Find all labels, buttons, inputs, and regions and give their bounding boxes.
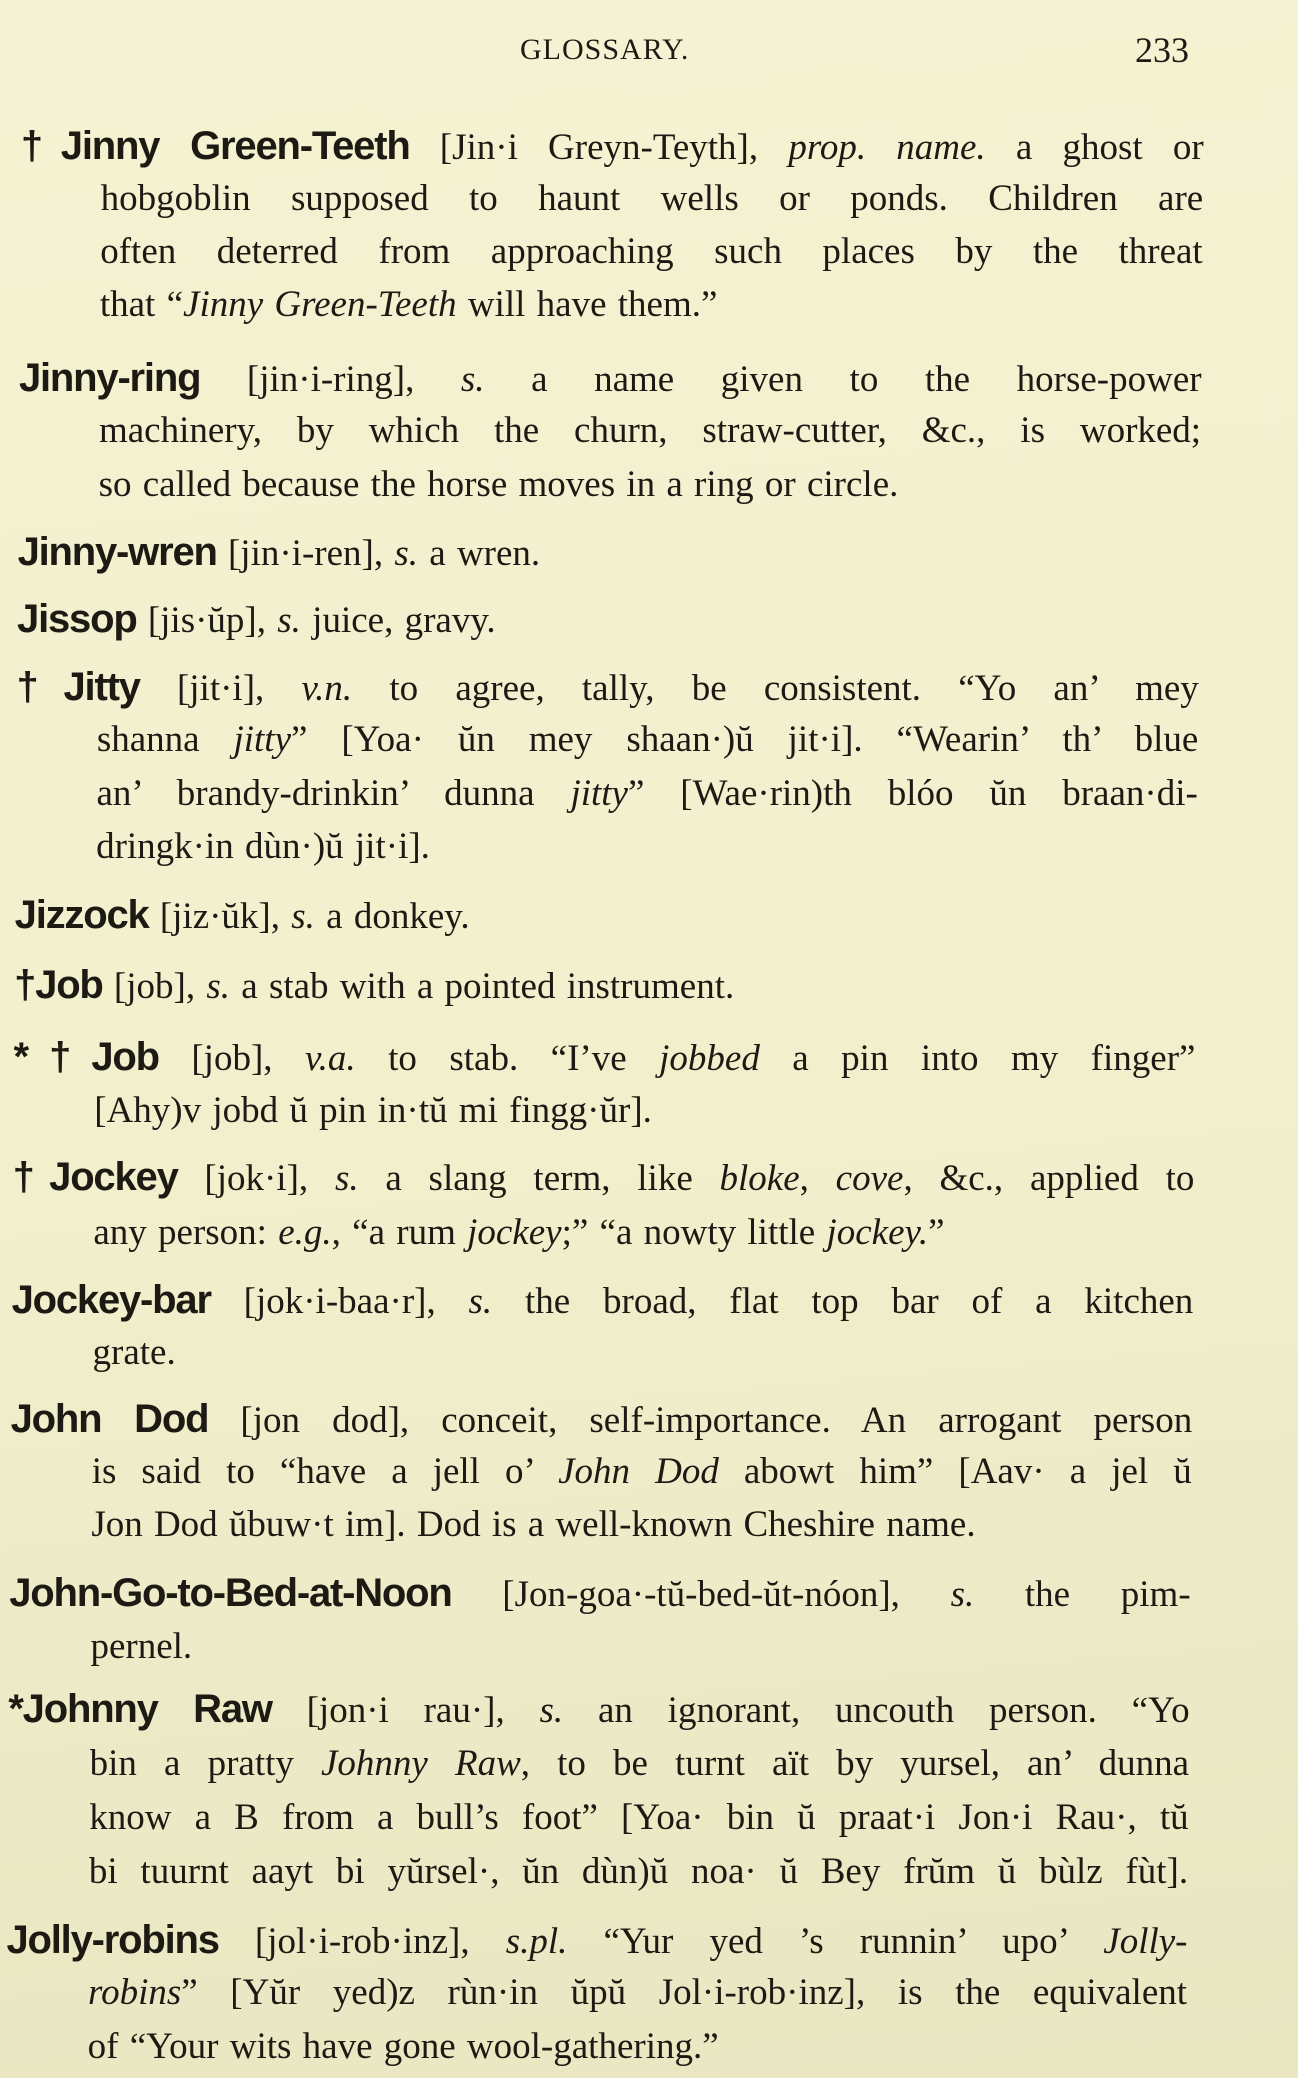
entry-text: an’ brandy-drinkin’ dunna — [96, 773, 571, 814]
entry-continuation-line — [89, 1845, 1188, 1899]
entry-text: to stab. “I’ve — [355, 1038, 660, 1079]
entry-continuation-line — [100, 225, 1202, 279]
entry-continuation-line — [90, 1620, 1190, 1674]
italic-text: jobbed — [659, 1038, 760, 1079]
entry-text: [jon·i rau·], — [271, 1690, 540, 1731]
entry-text: bin a pratty — [89, 1743, 321, 1784]
entry-text: a ghost or — [985, 127, 1204, 168]
entry-text: often deterred from approaching such places by the threat — [100, 231, 1203, 272]
italic-text: prop. name. — [788, 127, 986, 168]
entry-continuation-line — [89, 1791, 1188, 1845]
entry-first-line — [18, 525, 1200, 579]
entry-text: that “ — [99, 284, 184, 325]
entry-first-line — [9, 1566, 1190, 1620]
entry-first-line — [14, 1030, 1196, 1084]
entry-text: shanna — [96, 719, 234, 760]
entry-continuation-line — [99, 404, 1201, 458]
entry-text: a donkey. — [314, 896, 470, 937]
entry-continuation-line — [93, 1206, 1194, 1260]
entry-continuation-line — [96, 767, 1197, 821]
italic-text: v.n. — [301, 668, 353, 709]
italic-text: s. — [334, 1158, 359, 1199]
headword: Jolly-robins — [6, 1918, 219, 1962]
entry-first-line — [17, 592, 1199, 646]
entry-text: [Jon-goa·-tŭ-bed-ŭt-nóon], — [451, 1574, 951, 1615]
entry-text: will have them.” — [456, 284, 718, 325]
entry-text: , &c., applied to — [903, 1158, 1195, 1199]
headword: Jinny-wren — [17, 530, 217, 574]
page-number: 233 — [1135, 30, 1189, 70]
entry-continuation-line — [92, 1445, 1192, 1499]
italic-text: s. — [468, 1281, 493, 1322]
entry-text: juice, gravy. — [300, 600, 496, 641]
headword: John-Go-to-Bed-at-Noon — [9, 1571, 452, 1615]
entry-text: pernel. — [90, 1626, 193, 1667]
entry-continuation-line — [88, 2020, 1187, 2074]
entry-continuation-line — [90, 1737, 1189, 1791]
entry-text: Jon Dod ŭbuw·t im]. Dod is a well-known Cheshire name. — [91, 1504, 976, 1545]
italic-text: Jinny Green-Teeth — [183, 284, 457, 325]
entry-text: [jon dod], conceit, self-importance. An arrogant person — [208, 1400, 1193, 1441]
entry-first-line — [14, 958, 1196, 1012]
entry-text: ” [Wae·rin)th blóo ŭn braan·di- — [627, 773, 1198, 814]
entry-first-line — [21, 119, 1204, 173]
entry-text: [job], — [158, 1038, 305, 1079]
italic-text: jitty — [570, 773, 628, 814]
italic-text: s.pl. — [505, 1921, 568, 1962]
italic-text: s. — [394, 533, 419, 574]
entry-text: [Ahy)v jobd ŭ pin in·tŭ mi fingg·ŭr]. — [94, 1090, 652, 1131]
entry-text: [jiz·ŭk], — [148, 896, 292, 937]
entry-text: [Jin·i Greyn-Teyth], — [409, 127, 789, 168]
italic-text: s. — [950, 1574, 975, 1615]
entry-text: [jis·ŭp], — [136, 600, 278, 641]
entry-continuation-line — [99, 458, 1201, 512]
entry-continuation-line — [94, 1084, 1195, 1138]
entry-first-line — [19, 351, 1202, 405]
entry-text: “Yur yed ’s runnin’ upo’ — [567, 1921, 1104, 1962]
entry-first-line — [6, 1913, 1187, 1967]
entry-first-line — [17, 660, 1199, 714]
entry-text: grate. — [92, 1332, 176, 1373]
headword: †Job — [14, 963, 103, 1007]
entry-text: of “Your wits have gone wool-gathering.” — [87, 2026, 719, 2067]
entry-text: the broad, flat top bar of a kitchen — [492, 1281, 1194, 1322]
entry-text: ;” “a nowty little — [561, 1212, 827, 1253]
entry-text: hobgoblin supposed to haunt wells or ponds. Children are — [100, 178, 1204, 219]
italic-text: s. — [291, 896, 315, 937]
italic-text: jockey — [467, 1212, 562, 1253]
italic-text: s. — [206, 966, 231, 1007]
italic-text: s. — [277, 600, 301, 641]
italic-text: Jolly- — [1103, 1921, 1188, 1962]
headword: Jizzock — [14, 893, 149, 937]
entry-continuation-line — [91, 1498, 1191, 1552]
entry-text: [jit·i], — [139, 668, 302, 709]
italic-text: jockey. — [826, 1212, 929, 1253]
entry-text: any person: — [93, 1212, 279, 1253]
entry-text: [jok·i], — [177, 1158, 335, 1199]
entry-first-line — [15, 888, 1197, 942]
entry-text: ” [Yŭr yed)z rùn·in ŭpŭ Jol·i-rob·inz], is the equivalent — [181, 1972, 1188, 2013]
entry-text: ” [Yoa· ŭn mey shaan·)ŭ jit·i]. “Wearin’ th’ blue — [291, 719, 1199, 760]
italic-text: e.g. — [278, 1212, 332, 1253]
italic-text: bloke — [719, 1158, 800, 1199]
italic-text: John Dod — [558, 1451, 719, 1492]
entry-text: a stab with a pointed instrument. — [230, 966, 735, 1007]
entry-text: dringk·in dùn·)ŭ jit·i]. — [96, 826, 430, 867]
entry-text: [jol·i-rob·inz], — [218, 1921, 506, 1962]
headword: Jockey-bar — [11, 1278, 211, 1322]
entry-text: , to be turnt aït by yursel, an’ dunna — [520, 1743, 1190, 1784]
entry-text: a pin into my finger” — [759, 1038, 1196, 1079]
entry-text: a wren. — [418, 533, 541, 574]
running-head: GLOSSARY. — [520, 33, 690, 66]
entry-continuation-line — [93, 1326, 1193, 1380]
headword: †Jitty — [16, 665, 140, 709]
entry-text: to agree, tally, be consistent. “Yo an’ mey — [352, 668, 1199, 709]
entry-text: , “a rum — [331, 1212, 468, 1253]
headword: Jissop — [17, 597, 137, 641]
entry-first-line — [11, 1392, 1193, 1446]
entry-text: [jin·i-ren], — [216, 533, 395, 574]
headword: †Jinny Green-Teeth — [20, 124, 410, 168]
entry-text: [jin·i-ring], — [200, 359, 461, 400]
entry-text: know a B from a bull’s foot” [Yoa· bin ŭ praat·i Jon·i Rau·, tŭ — [89, 1797, 1189, 1838]
italic-text: robins — [88, 1972, 182, 2013]
entry-text: a name given to the horse-power — [484, 359, 1202, 400]
entry-text: ” — [928, 1212, 945, 1253]
entry-text: machinery, by which the churn, straw-cutter, &c., is worked; — [98, 410, 1202, 451]
italic-text: v.a. — [304, 1038, 356, 1079]
entry-text: an ignorant, uncouth person. “Yo — [563, 1690, 1190, 1731]
entry-continuation-line — [96, 820, 1197, 874]
entry-continuation-line — [101, 172, 1204, 226]
headword: *Johnny Raw — [8, 1687, 272, 1731]
entry-text: a slang term, like — [358, 1158, 720, 1199]
entry-text: [job], — [102, 966, 207, 1007]
headword: Jinny-ring — [18, 356, 201, 400]
entry-text: so called because the horse moves in a ring or circle. — [98, 464, 899, 505]
entry-text: , — [799, 1158, 836, 1199]
italic-text: Johnny Raw — [321, 1743, 521, 1784]
entry-text: the pim- — [974, 1574, 1191, 1615]
entry-first-line — [13, 1150, 1195, 1204]
headword: John Dod — [10, 1397, 209, 1441]
entry-text: bi tuurnt aayt bi yŭrsel·, ŭn dùn)ŭ noa· ŭ Bey frŭm ŭ bùlz fùt]. — [88, 1851, 1189, 1892]
headword: †Jockey — [12, 1155, 178, 1199]
italic-text: jitty — [233, 719, 292, 760]
entry-continuation-line — [100, 278, 1202, 332]
entry-text: [jok·i-baa·r], — [210, 1281, 469, 1322]
headword: *†Job — [13, 1035, 159, 1079]
entry-text: is said to “have a jell o’ — [91, 1451, 559, 1492]
entry-continuation-line — [97, 713, 1199, 767]
entry-first-line — [12, 1273, 1194, 1327]
entry-text: abowt him” [Aav· a jel ŭ — [718, 1451, 1192, 1492]
italic-text: s. — [460, 359, 485, 400]
entry-continuation-line — [88, 1966, 1187, 2020]
entry-first-line — [8, 1682, 1189, 1736]
italic-text: cove — [835, 1158, 904, 1199]
italic-text: s. — [539, 1690, 564, 1731]
